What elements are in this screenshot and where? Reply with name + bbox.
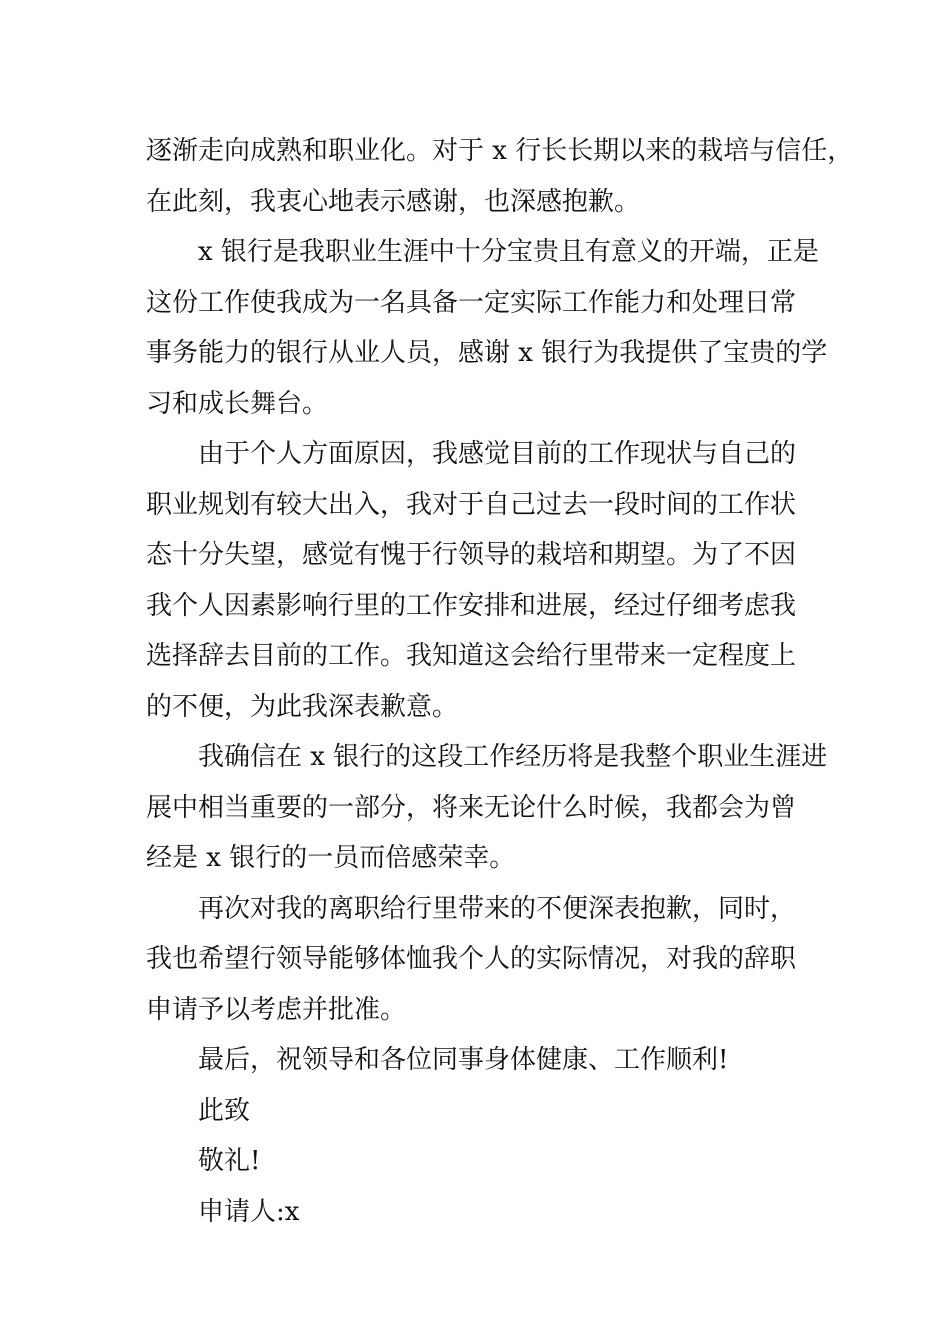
paragraph-2-line: x 银行是我职业生涯中十分宝贵且有意义的开端，正是 xyxy=(198,237,819,267)
paragraph-5-line: 再次对我的离职给行里带来的不便深表抱歉，同时， xyxy=(198,893,797,924)
closing-wish: 最后，祝领导和各位同事身体健康、工作顺利! xyxy=(198,1045,729,1075)
paragraph-2-line: 事务能力的银行从业人员，感谢 x 银行为我提供了宝贵的学 xyxy=(146,338,828,368)
paragraph-3-line: 职业规划有较大出入，我对于自己过去一段时间的工作状 xyxy=(146,489,797,520)
paragraph-1-line: 在此刻，我衷心地表示感谢，也深感抱歉。 xyxy=(146,186,641,217)
salutation-ci-zhi: 此致 xyxy=(198,1095,251,1126)
paragraph-4-line: 我确信在 x 银行的这段工作经历将是我整个职业生涯进 xyxy=(198,742,828,772)
paragraph-5-line: 我也希望行领导能够体恤我个人的实际情况，对我的辞职 xyxy=(146,944,797,974)
paragraph-2-line: 习和成长舞台。 xyxy=(146,388,329,419)
paragraph-4-line: 经是 x 银行的一员而倍感荣幸。 xyxy=(146,843,516,873)
paragraph-3-line: 由于个人方面原因，我感觉目前的工作现状与自己的 xyxy=(198,439,797,469)
letter-body xyxy=(146,126,854,1237)
applicant-signature: 申请人:x xyxy=(198,1196,300,1227)
paragraph-1-line: 逐渐走向成熟和职业化。对于 x 行长长期以来的栽培与信任， xyxy=(146,136,854,166)
paragraph-4-line: 展中相当重要的一部分，将来无论什么时候，我都会为曾 xyxy=(146,792,797,823)
paragraph-3-line: 态十分失望，感觉有愧于行领导的栽培和期望。为了不因 xyxy=(146,540,797,570)
paragraph-3-line: 我个人因素影响行里的工作安排和进展，经过仔细考虑我 xyxy=(146,590,797,621)
paragraph-5-line: 申请予以考虑并批准。 xyxy=(146,994,407,1025)
paragraph-2-line: 这份工作使我成为一名具备一定实际工作能力和处理日常 xyxy=(146,287,797,318)
paragraph-3-line: 选择辞去目前的工作。我知道这会给行里带来一定程度上 xyxy=(146,641,797,671)
salutation-jing-li: 敬礼! xyxy=(198,1146,261,1176)
paragraph-3-line: 的不便，为此我深表歉意。 xyxy=(146,691,459,722)
